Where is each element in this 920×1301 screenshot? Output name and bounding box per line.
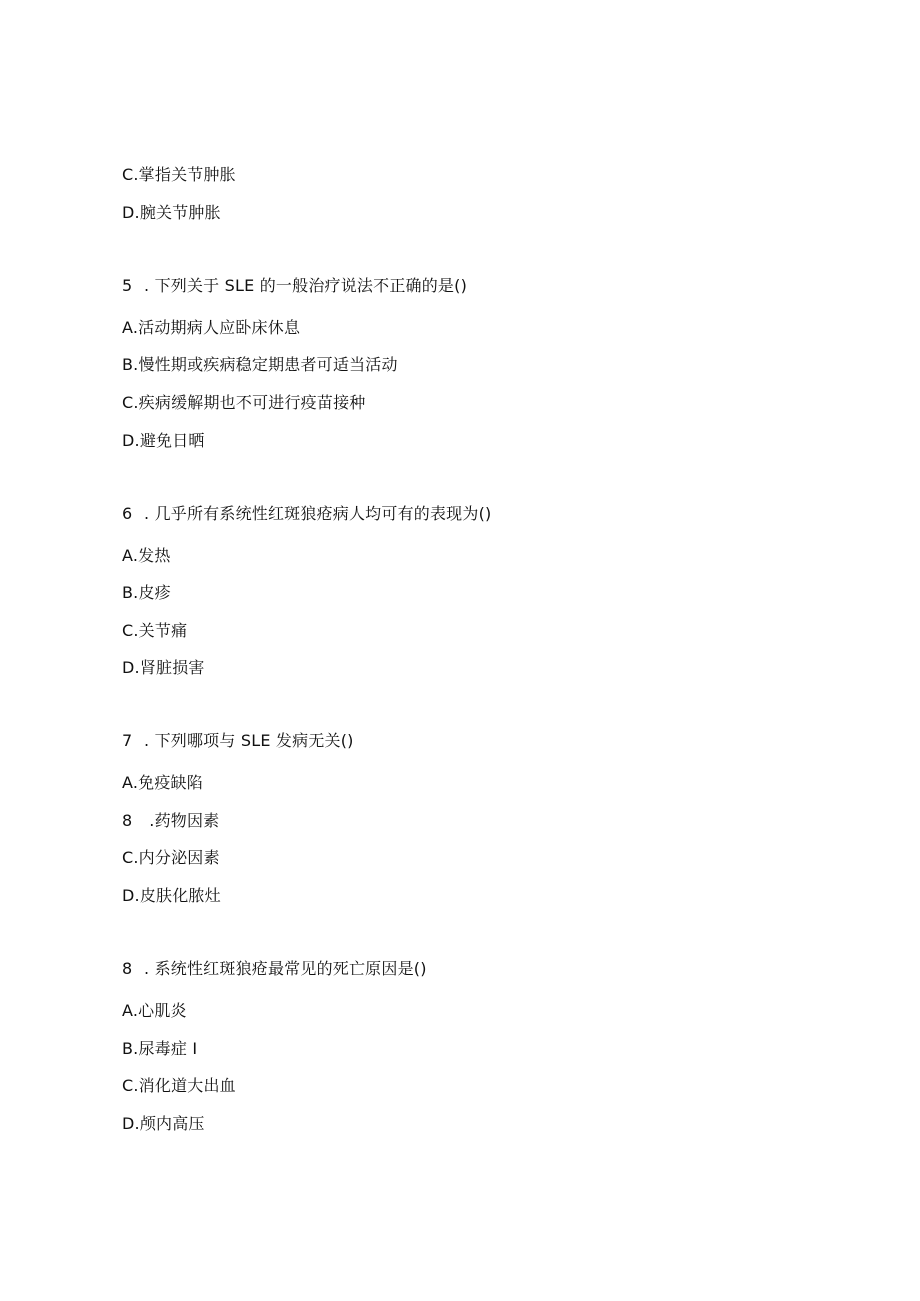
option-text: 掌指关节肿胀: [138, 165, 236, 184]
option-letter: D.: [122, 203, 140, 222]
option-letter: C.: [122, 1076, 139, 1095]
q5-option-c: [122, 393, 365, 413]
q5-option-b: [122, 355, 398, 375]
option-letter: A.: [122, 773, 139, 792]
option-letter: D.: [122, 1114, 140, 1133]
q8-option-d: [122, 1114, 205, 1134]
option-text: 免疫缺陷: [138, 773, 203, 792]
option-text: 消化道大出血: [138, 1076, 236, 1095]
question-text: . 系统性红斑狼疮最常见的死亡原因是(): [144, 959, 427, 978]
q8-option-c: [122, 1076, 236, 1096]
q6-option-b: [122, 583, 171, 603]
q8-option-a: [122, 1001, 187, 1021]
question-number: 6: [122, 504, 133, 523]
question-text: . 下列关于 SLE 的一般治疗说法不正确的是(): [144, 276, 468, 295]
option-letter: B.: [122, 355, 139, 374]
option-letter: D.: [122, 431, 140, 450]
option-letter: C.: [122, 848, 139, 867]
option-text: 慢性期或疾病稳定期患者可适当活动: [138, 355, 398, 374]
question-text: . 下列哪项与 SLE 发病无关(): [144, 731, 354, 750]
option-letter: D.: [122, 886, 140, 905]
option-letter: C.: [122, 393, 139, 412]
question-number: 8: [122, 959, 133, 978]
option-text: .药物因素: [144, 811, 220, 830]
question-7: [122, 731, 354, 751]
option-text: 颅内高压: [139, 1114, 205, 1133]
q8-option-b: [122, 1039, 197, 1059]
q7-option-c: [122, 848, 220, 868]
q5-option-a: [122, 318, 300, 338]
option-letter: C.: [122, 621, 139, 640]
option-text: 关节痛: [138, 621, 188, 640]
q4-option-c: [122, 165, 236, 185]
q5-option-d: [122, 431, 205, 451]
q7-option-d: [122, 886, 221, 906]
option-text: 肾脏损害: [139, 658, 205, 677]
option-text: 心肌炎: [138, 1001, 187, 1020]
question-5: [122, 276, 467, 296]
q6-option-c: [122, 621, 187, 641]
option-letter: A.: [122, 318, 139, 337]
option-text: 避免日晒: [139, 431, 205, 450]
option-text: 皮肤化脓灶: [139, 886, 221, 905]
question-number: 7: [122, 731, 133, 750]
option-text: 疾病缓解期也不可进行疫苗接种: [138, 393, 366, 412]
option-letter: B.: [122, 1039, 139, 1058]
question-number: 5: [122, 276, 133, 295]
option-letter: C.: [122, 165, 139, 184]
option-text: 腕关节肿胀: [139, 203, 221, 222]
question-6: [122, 504, 491, 524]
q7-option-a: [122, 773, 203, 793]
option-letter: A.: [122, 546, 139, 565]
q6-option-a: [122, 546, 171, 566]
q6-option-d: [122, 658, 205, 678]
q4-option-d: [122, 203, 221, 223]
option-text: 皮疹: [138, 583, 171, 602]
option-letter: A.: [122, 1001, 139, 1020]
option-letter: D.: [122, 658, 140, 677]
option-text: 内分泌因素: [138, 848, 220, 867]
option-number: 8: [122, 811, 133, 830]
question-8: [122, 959, 427, 979]
option-text: 尿毒症 I: [138, 1039, 198, 1058]
q7-option-b: [122, 811, 219, 831]
question-text: . 几乎所有系统性红斑狼疮病人均可有的表现为(): [144, 504, 492, 523]
option-text: 活动期病人应卧床休息: [138, 318, 301, 337]
option-text: 发热: [138, 546, 171, 565]
option-letter: B.: [122, 583, 139, 602]
